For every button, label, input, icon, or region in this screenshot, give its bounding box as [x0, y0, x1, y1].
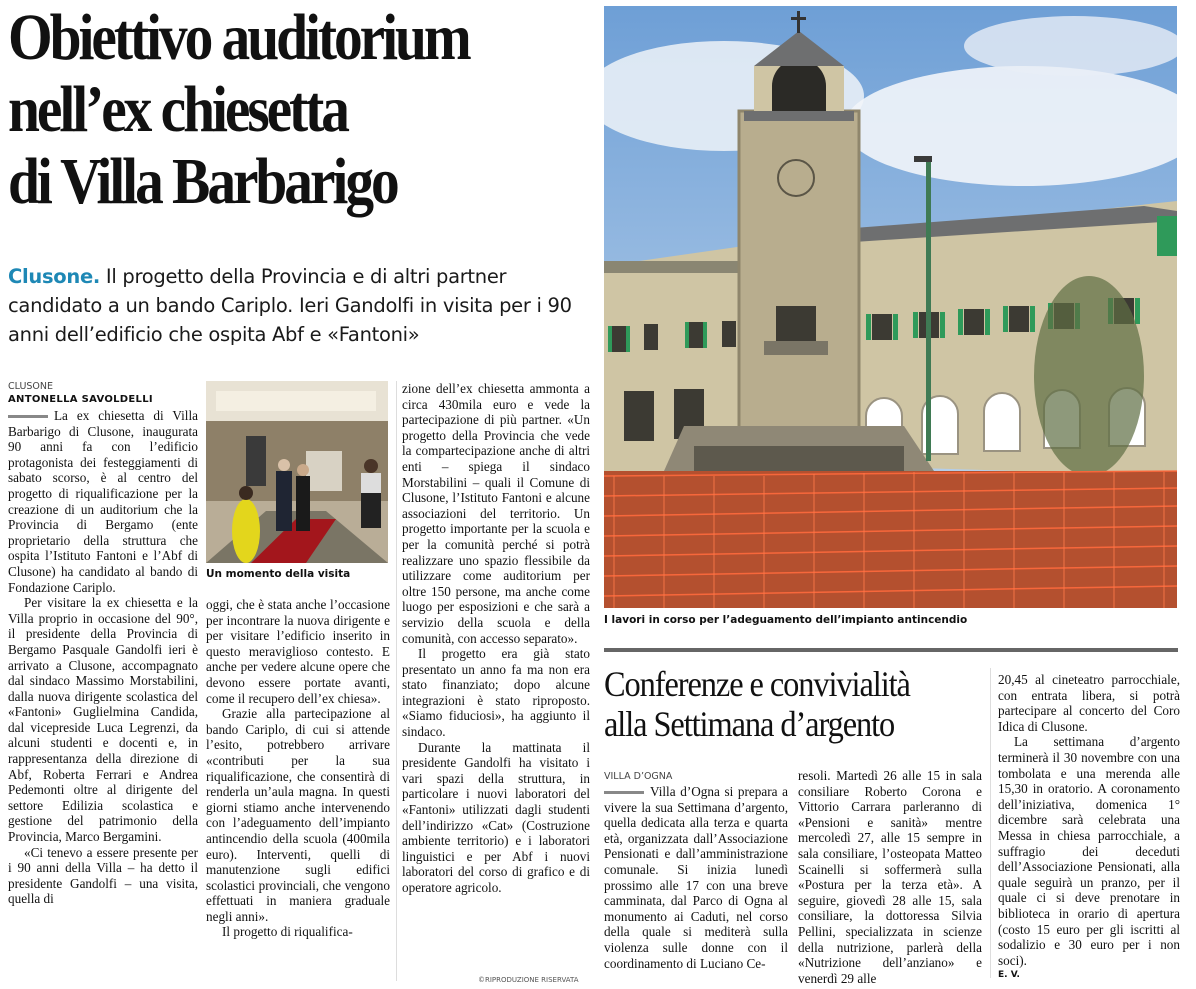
article2-kicker: VILLA D’OGNA [604, 771, 673, 782]
paragraph: La settimana d’argento terminerà il 30 novembre con una tombolata e una merenda alle 15,30 in oratorio. A coronamento dell’iniziativa, domenica 1° dicembre sarà celebrata una Messa in chiesa parrocchiale, a suffragio dei deceduti dell’Associazione Pensionati, alla quale seguirà un pranzo, per il quale ci si deve prenotare in biblioteca in orario di apertura (costo 15 euro per gli iscritti al sodalizio e 30 euro per i non soci). [998, 734, 1180, 968]
headline-line-3: di Villa Barbarigo [8, 145, 397, 218]
paragraph: resoli. Martedì 26 alle 15 in sala consiliare Roberto Corona e Vittorio Carrara parleranno di «Pensioni e sanità» mentre mercoledì 27, alle 15 sempre in sala consiliare, l’osteopata Matteo Scainelli si soffermerà sulla «Postura per la terza età». A seguire, giovedì 28 alle 15, sala consiliare, la dottoressa Silvia Pellini, specializzata in scienze della nutrizione, parlerà della «Nutrizione dell’anziano» e venerdì 29 alle [798, 768, 982, 986]
article-column-2 [206, 597, 390, 940]
headline [8, 2, 593, 218]
subhead-text: Il progetto della Provincia e di altri partner candidato a un bando Cariplo. Ieri Gandolfi in visita per i 90 anni dell’edificio che ospita Abf e «Fantoni» [8, 265, 572, 346]
paragraph: Durante la mattinata il presidente Gandolfi ha visitato i vari spazi della struttura, in particolare i nuovi laboratori del «Fantoni» utilizzati dagli studenti dell’indirizzo «Cat» (Costruzione ambiente territorio) e i laboratori linguistici e per Abf i nuovi laboratori del corso di grafico e di operatore agricolo. [402, 739, 590, 895]
headline-line-2: nell’ex chiesetta [8, 73, 347, 146]
headline-line-1: Obiettivo auditorium [8, 1, 469, 74]
visit-photo-icon [206, 381, 388, 563]
paragraph: Il progetto era già stato presentato un anno fa ma non era stato finanziato; dopo alcune integrazioni è stato riproposto. «Siamo fiduciosi», ha aggiunto il sindaco. [402, 646, 590, 740]
main-photo [604, 6, 1177, 608]
small-photo-caption: Un momento della visita [206, 568, 351, 580]
article-column-1 [8, 408, 198, 907]
paragraph: 20,45 al cineteatro parrocchiale, con entrata libera, si potrà partecipare al concerto del Coro Idica di Clusone. [998, 672, 1180, 734]
column-divider [990, 668, 991, 978]
article2-column-2 [798, 768, 982, 986]
article-column-3 [402, 381, 590, 896]
article2-signature: E. V. [998, 970, 1020, 981]
paragraph: Villa d’Ogna si prepara a vivere la sua Settimana d’argento, quella dedicata alla terza e quarta età, organizzata dall’Associazione Pensionati e dall’amministrazione comunale. Si inizia lunedì prossimo alle 17 con una breve camminata, dal Parco di Ogna al monumento ai Caduti, nel corso della quale si mediterà sulla violenza sulle donne con il coordinamento di Luciano Ce- [604, 784, 788, 971]
byline: ANTONELLA SAVOLDELLI [8, 394, 153, 405]
paragraph: Grazie alla partecipazione al bando Cariplo, di cui si attende l’esito, potrebbero arrivare «contributi per la sua riqualificazione, che consentirà di renderla un’aula magna. In questi giorni stiamo anche intervenendo con l’adeguamento dell’impianto antincendio della scuola (400mila euro). Interventi, quelli di manutenzione sugli edifici scolastici provinciali, che vengono effettuati in maniera graduale negli anni». [206, 706, 390, 924]
subhead-city: Clusone. [8, 265, 100, 288]
column-divider [396, 381, 397, 981]
main-photo-caption: I lavori in corso per l’adeguamento dell’impianto antincendio [604, 614, 968, 626]
article2-headline-line-2: alla Settimana d’argento [604, 704, 895, 744]
paragraph: «Ci tenevo a essere presente per i 90 anni della Villa – ha detto il presidente Gandolfi – una visita, quella di [8, 844, 198, 907]
paragraph: Il progetto di riqualifica- [222, 924, 353, 940]
lead-bar [8, 415, 48, 418]
copyright-note: ©RIPRODUZIONE RISERVATA [478, 976, 579, 984]
section-rule [604, 648, 1178, 652]
lead-bar [604, 791, 644, 794]
paragraph: oggi, che è stata anche l’occasione per incontrare la nuova dirigente e per visitare l’edificio inserito in questo meraviglioso contesto. E anche per vedere alcune opere che devono essere portate avanti, come il recupero dell’ex chiesa». [206, 597, 390, 706]
article2-headline [604, 664, 991, 744]
visit-photo [206, 381, 388, 563]
subhead [8, 262, 593, 349]
paragraph: zione dell’ex chiesetta ammonta a circa 430mila euro e vede la partecipazione di più partner. «Un progetto della Provincia che vede la compartecipazione anche di altri enti – spiega il sindaco Morstabilini – quali il Comune di Clusone, l’Istituto Fantoni e alcune associazioni del territorio. Un progetto importante per la scuola e per la comunità perché si potrà realizzare uno spazio flessibile da utilizzare come auditorium per oltre 150 persone, ma anche come luogo per esposizioni e che sarà a servizio della scuola e della comunità, con accesso separato». [402, 381, 590, 646]
paragraph: La ex chiesetta di Villa Barbarigo di Clusone, inaugurata 90 anni fa con l’edificio protagonista dei festeggiamenti di sabato scorso, è al centro del progetto di riqualificazione per la creazione di un auditorium che la Provincia di Bergamo (ente proprietario della struttura che ospita l’Istituto Fantoni e l’Abf di Clusone) ha candidato al bando di Fondazione Cariplo. [8, 408, 198, 595]
kicker: CLUSONE [8, 381, 54, 392]
article2-column-3 [998, 672, 1180, 984]
article2-column-1 [604, 784, 788, 971]
article2-headline-line-1: Conferenze e convivialità [604, 664, 910, 704]
paragraph: Per visitare la ex chiesetta e la Villa proprio in occasione del 90°, il presidente della Provincia di Bergamo Pasquale Gandolfi ieri è arrivato a Clusone, accompagnato dal sindaco Massimo Morstabilini, dalla nuova dirigente scolastica del «Fantoni» Guglielmina Candida, dal vicepreside Luca Legrenzi, da alcuni studenti e docenti e, in rappresentanza della direzione di Abf, Roberta Ferrari e Andrea Pedemonti oltre al dirigente del settore Edilizia scolastica e gestione del patrimonio della Provincia, Marco Bergamini. [8, 595, 198, 845]
building-photo-icon [604, 6, 1177, 608]
